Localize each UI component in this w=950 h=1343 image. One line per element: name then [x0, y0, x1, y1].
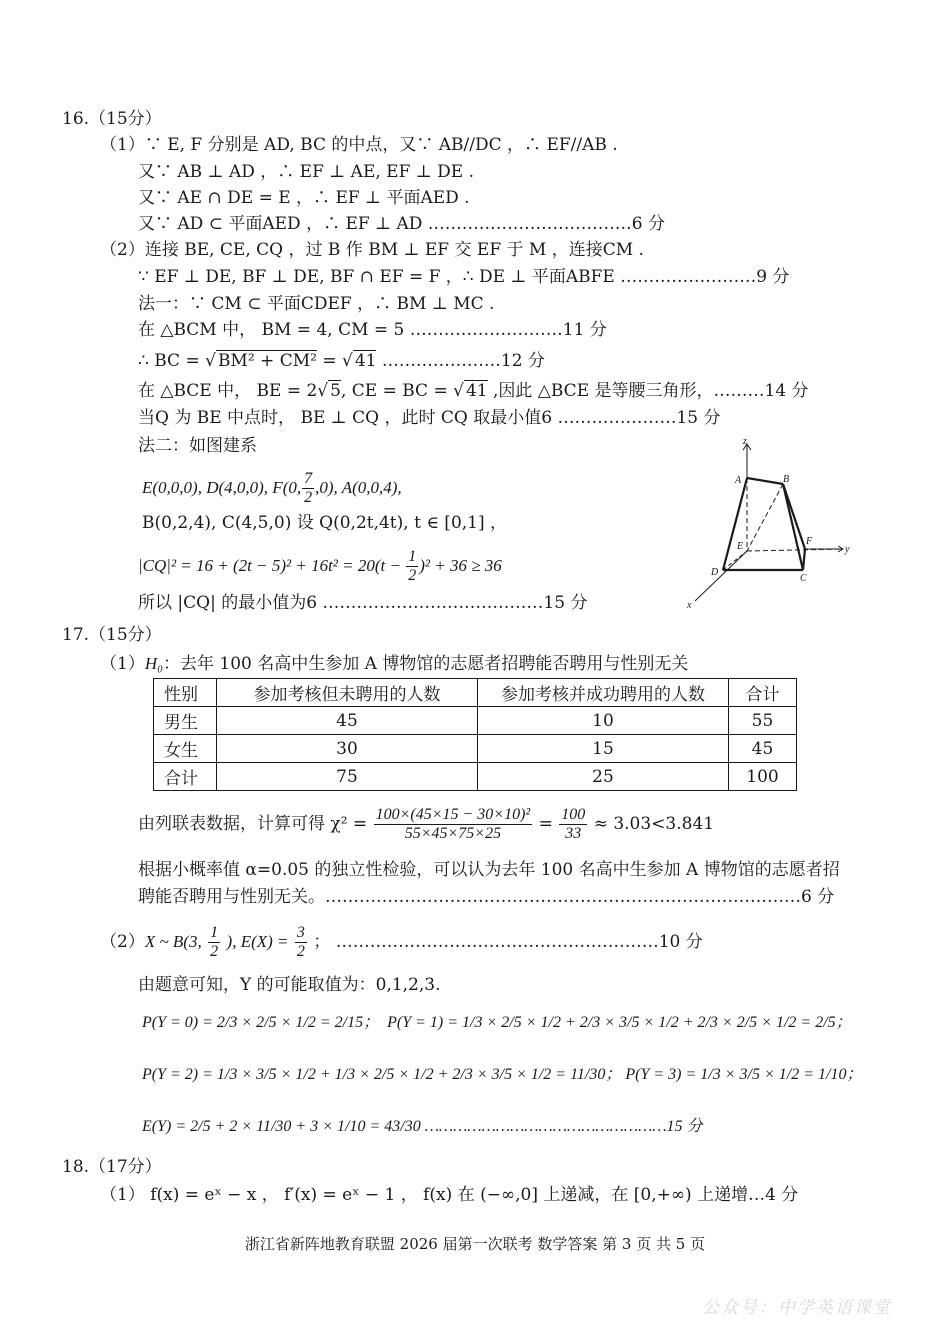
- edge-ab: [747, 478, 783, 484]
- q17-y-values-line: 由题意可知，Y 的可能取值为：0,1,2,3.: [138, 975, 441, 995]
- table-header-cell: 参加考核但未聘用的人数: [217, 679, 478, 707]
- q16-coords-line1: E(0,0,0), D(4,0,0), F(0, $\frac{7}{2}$ ,0), A(0,0,4),: [142, 470, 402, 506]
- table-cell: 合计: [154, 763, 217, 791]
- table-cell: 45: [217, 707, 478, 735]
- q18-part1-line: （1） f(x) = eˣ − x ， f′(x) = eˣ − 1 ， f(x) 在 (−∞,0] 上递减，在 [0,+∞) 上递增…4 分: [100, 1185, 799, 1205]
- edge-be: [747, 484, 783, 551]
- table-row: [154, 707, 797, 735]
- q17-part2-binomial-line: （2）X ~ B(3, $\frac{1}{2}$ ), E(X) = $\frac{3}{2}$ ； …………………………………………………10 分: [100, 924, 703, 960]
- q16-method1-line: 法一：∵ CM ⊂ 平面CDEF ，∴ BM ⊥ MC .: [138, 294, 495, 314]
- geometry-figure: [685, 436, 865, 616]
- q17-conclusion-line2: 聘能否聘用与性别无关。…………………………………………………………………………6 分: [138, 887, 835, 907]
- table-cell: 100: [729, 763, 797, 791]
- table-cell: 55: [729, 707, 797, 735]
- q16-bc-sqrt-line: ∴ BC = √ BM² + CM² = √ 41 …………………12 分: [138, 351, 545, 371]
- label-x: x: [687, 600, 692, 611]
- q16-triangle-bcm-line: 在 △BCM 中， BM = 4, CM = 5 ………………………11 分: [138, 320, 607, 340]
- q16-part1-line1: （1）∵ E, F 分别是 AD, BC 的中点，又∵ AB//DC ，∴ EF//AB .: [100, 135, 618, 155]
- watermark: 公众号：中学英语课堂: [702, 1298, 892, 1318]
- edge-ad: [723, 478, 747, 570]
- table-header-row: [154, 679, 797, 707]
- table-cell: 10: [478, 707, 729, 735]
- table-row: [154, 763, 797, 791]
- q17-hypothesis-line: （1）H₀：去年 100 名高中生参加 A 博物馆的志愿者招聘能否聘用与性别无关: [100, 654, 689, 674]
- table-row: [154, 735, 797, 763]
- label-f: F: [806, 536, 813, 547]
- label-e: E: [737, 541, 744, 552]
- label-y: y: [845, 544, 850, 555]
- q16-cq-formula-line: |CQ|² = 16 + (2t − 5)² + 16t² = 20(t − $\frac{1}{2}$ )² + 36 ≥ 36: [138, 548, 502, 584]
- q16-cq-min-line: 所以 |CQ| 的最小值为6 …………………………………15 分: [138, 593, 588, 613]
- q16-part2-line2: ∵ EF ⊥ DE, BF ⊥ DE, BF ∩ EF = F ，∴ DE ⊥ 平面ABFE ……………………9 分: [138, 267, 790, 287]
- q17-chi-square-line: 由列联表数据，计算可得 χ² = $\frac{\text{100×(45×15 − 30×10)²}}{55\times 45\times 75\times 25}$ = $\frac{100}{33}$ ≈ 3.03<3.841: [138, 806, 715, 842]
- table-header-cell: 合计: [729, 679, 797, 707]
- table-cell: 30: [217, 735, 478, 763]
- edge-fc: [803, 549, 805, 570]
- table-header-cell: 性别: [154, 679, 217, 707]
- q16-triangle-bce-line: 在 △BCE 中， BE = 2√ 5, CE = BC = √ 41 ,因此 △BCE 是等腰三角形，………14 分: [138, 381, 809, 401]
- q17-conclusion-line1: 根据小概率值 α=0.05 的独立性检验，可以认为去年 100 名高中生参加 A 博物馆的志愿者招: [138, 860, 840, 880]
- table-cell: 25: [478, 763, 729, 791]
- edge-bc: [783, 484, 803, 570]
- q16-heading: 16.（15分）: [62, 109, 162, 129]
- page-footer: 浙江省新阵地教育联盟 2026 届第一次联考 数学答案 第 3 页 共 5 页: [244, 1235, 706, 1253]
- q16-min-value-line: 当Q 为 BE 中点时， BE ⊥ CQ ，此时 CQ 取最小值6 …………………15 分: [138, 408, 721, 428]
- table-cell: 75: [217, 763, 478, 791]
- label-z: z: [743, 436, 747, 447]
- label-b: B: [783, 474, 790, 485]
- table-cell: 15: [478, 735, 729, 763]
- q16-part2-line1: （2）连接 BE, CE, CQ ，过 B 作 BM ⊥ EF 交 EF 于 M ，连接CM .: [100, 240, 644, 260]
- q16-coords-line2: B(0,2,4), C(4,5,0) 设 Q(0,2t,4t), t ∈ [0,1] ，: [142, 513, 508, 533]
- contingency-table: [153, 678, 797, 791]
- q17-p-y2-y3-line: P(Y = 2) = 1/3 × 3/5 × 1/2 + 1/3 × 2/5 × 1/2 + 2/3 × 3/5 × 1/2 = 11/30； P(Y = 3) = 1/3 × 3/5 × 1/2 = 1/10；: [142, 1066, 863, 1083]
- q17-p-y0-y1-line: P(Y = 0) = 2/3 × 2/5 × 1/2 = 2/15； P(Y = 1) = 1/3 × 2/5 × 1/2 + 2/3 × 3/5 × 1/2 + 2/3 × 2/5 × 1/2 = 2/5；: [142, 1014, 852, 1031]
- label-c: C: [800, 573, 807, 584]
- table-cell: 男生: [154, 707, 217, 735]
- table-header-cell: 参加考核并成功聘用的人数: [478, 679, 729, 707]
- label-a: A: [735, 475, 742, 486]
- table-cell: 45: [729, 735, 797, 763]
- q16-part1-line4: 又∵ AD ⊂ 平面AED ，∴ EF ⊥ AD ………………………………6 分: [138, 214, 666, 234]
- q16-part1-line3: 又∵ AE ∩ DE = E ，∴ EF ⊥ 平面AED .: [138, 188, 470, 208]
- table-cell: 女生: [154, 735, 217, 763]
- q16-part1-line2: 又∵ AB ⊥ AD ，∴ EF ⊥ AE, EF ⊥ DE .: [138, 162, 475, 182]
- q16-method2-line: 法二：如图建系: [138, 436, 257, 456]
- label-d: D: [711, 567, 719, 578]
- q17-heading: 17.（15分）: [62, 625, 162, 645]
- x-axis: [695, 551, 747, 601]
- q18-heading: 18.（17分）: [62, 1157, 162, 1177]
- q17-expectation-line: E(Y) = 2/5 + 2 × 11/30 + 3 × 1/10 = 43/30 ……………………………………………15 分: [142, 1118, 703, 1135]
